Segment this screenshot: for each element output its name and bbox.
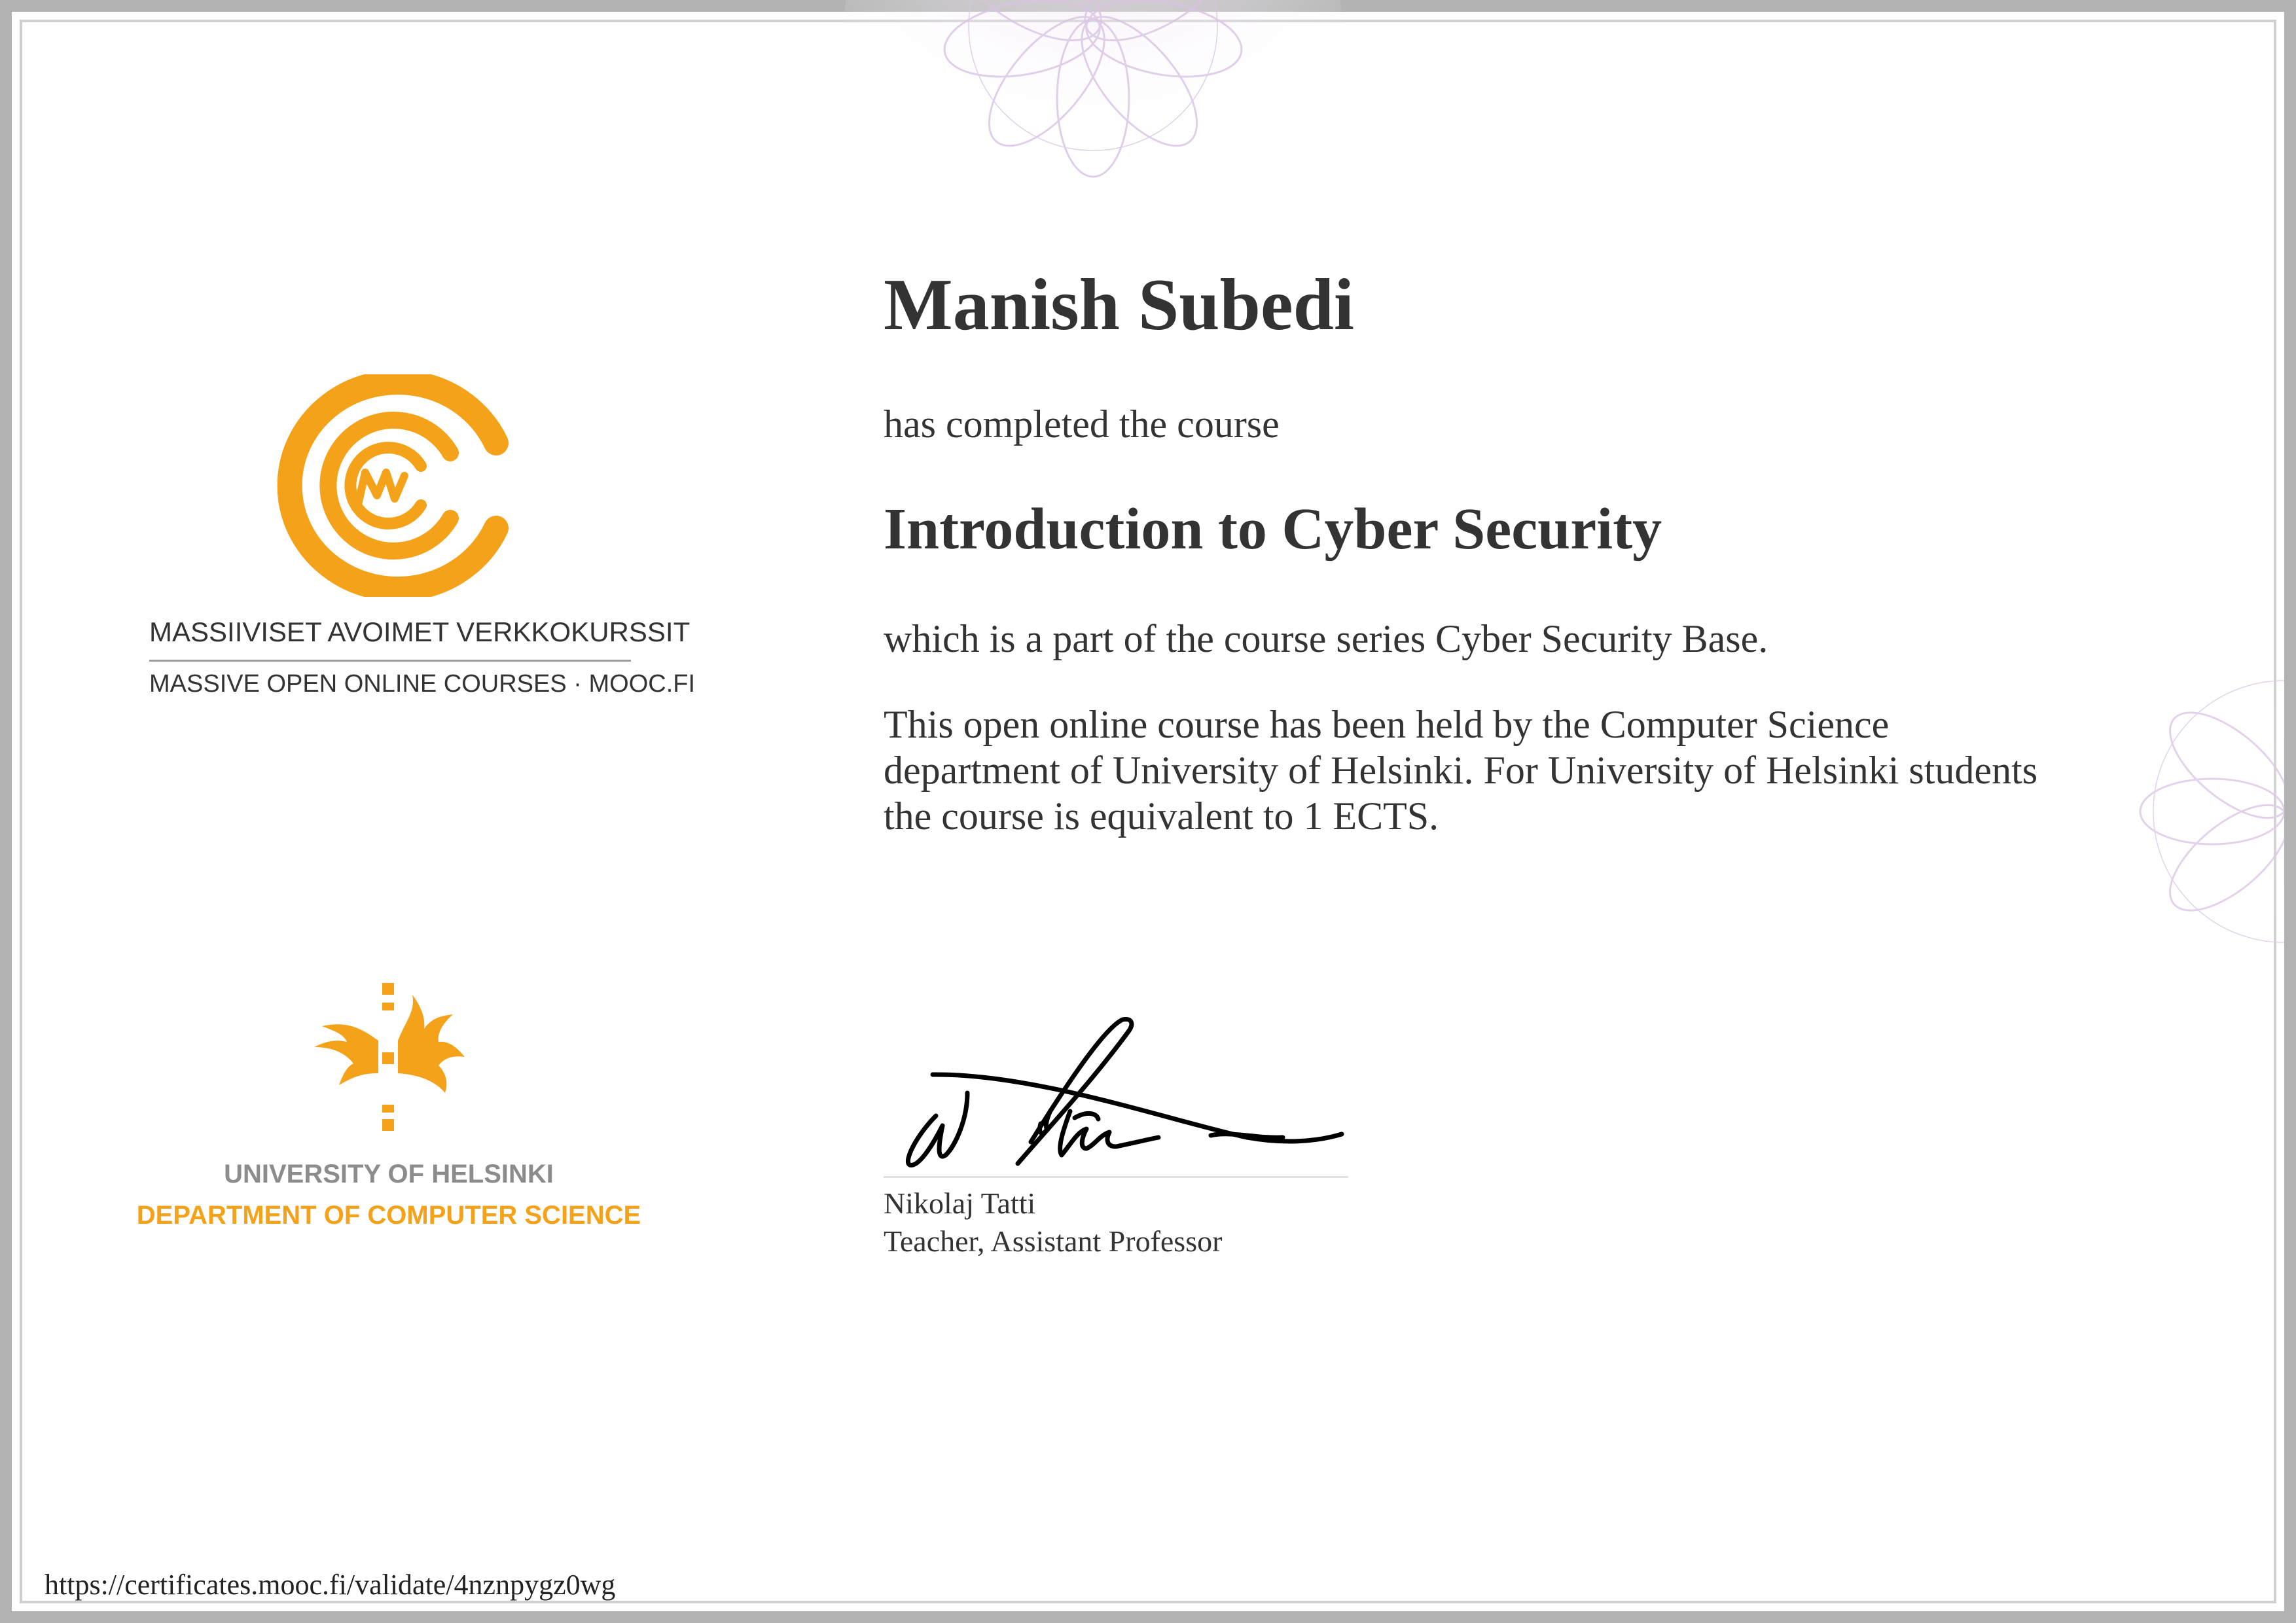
course-description-line: This open online course has been held by the Computer Science — [884, 703, 1890, 746]
course-description-line: department of University of Helsinki. For University of Helsinki students — [884, 749, 2038, 792]
course-description-line: the course is equivalent to 1 ECTS. — [884, 794, 1439, 838]
rosette-ornament-right — [2127, 576, 2284, 1047]
department-name: DEPARTMENT OF COMPUTER SCIENCE — [136, 1201, 641, 1230]
mooc-logo-divider — [149, 660, 631, 662]
signature-line — [884, 1176, 1348, 1178]
rosette-ornament-top — [844, 0, 1342, 275]
helsinki-flame-icon — [308, 982, 471, 1132]
signer-block — [884, 1185, 1222, 1260]
signature — [890, 1001, 1361, 1178]
mooc-logo-icon — [274, 374, 509, 597]
mooc-logo-text-finnish: MASSIIVISET AVOIMET VERKKOKURSSIT — [149, 616, 691, 647]
university-name: UNIVERSITY OF HELSINKI — [224, 1160, 554, 1188]
course-series-statement: which is a part of the course series Cyber Security Base. — [884, 617, 1768, 660]
recipient-name: Manish Subedi — [884, 264, 1354, 346]
completed-statement: has completed the course — [884, 402, 1280, 446]
signer-name: Nikolaj Tatti — [884, 1186, 1036, 1220]
validation-url[interactable]: https://certificates.mooc.fi/validate/4nznpygz0wg — [45, 1569, 616, 1601]
course-title: Introduction to Cyber Security — [884, 497, 1662, 562]
signer-title: Teacher, Assistant Professor — [884, 1224, 1223, 1258]
course-description — [884, 702, 2094, 839]
mooc-logo-text-english: MASSIVE OPEN ONLINE COURSES · MOOC.FI — [149, 670, 696, 698]
